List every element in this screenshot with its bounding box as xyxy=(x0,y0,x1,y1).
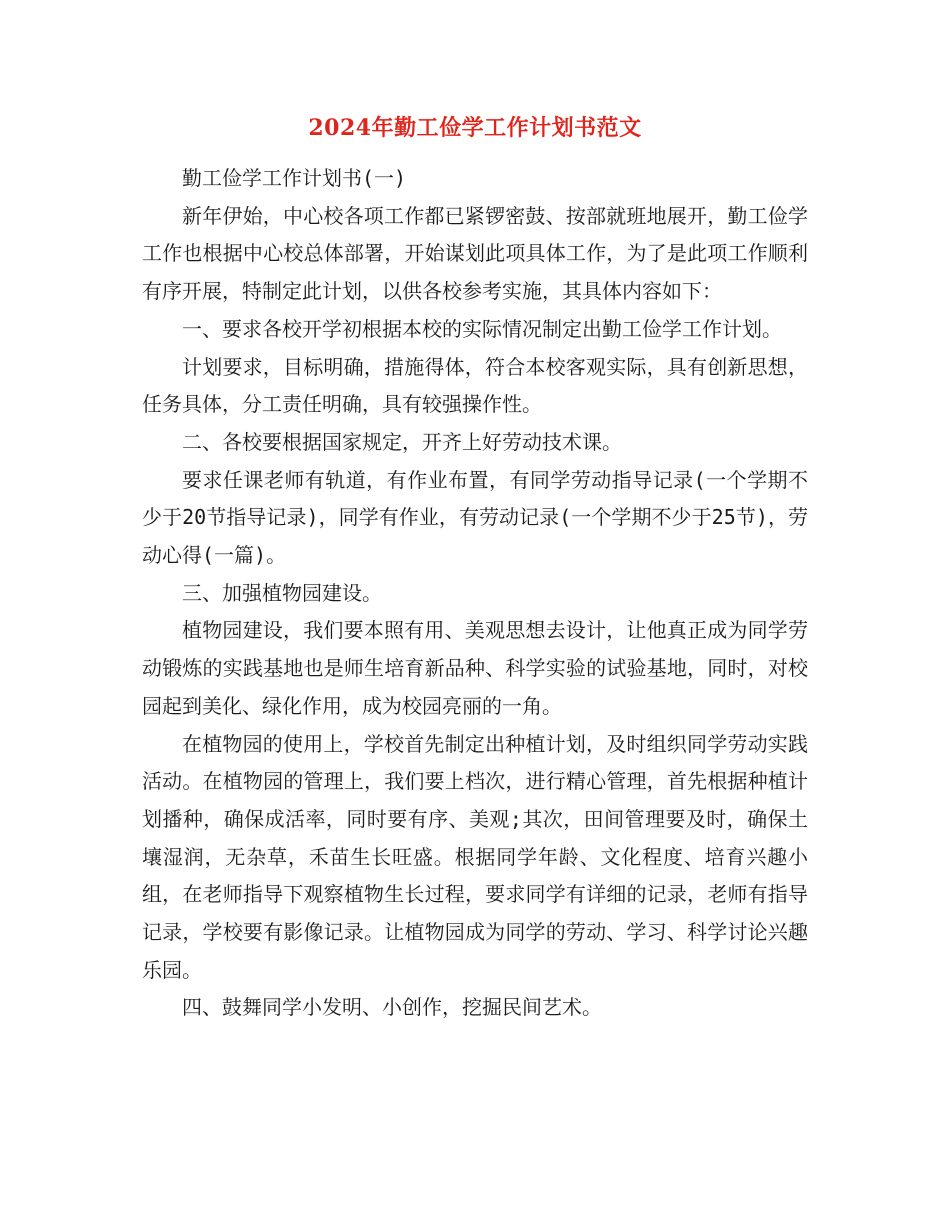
paragraph-garden-construction: 植物园建设，我们要本照有用、美观思想去设计，让他真正成为同学劳动锻炼的实践基地也是师生培育新品种、科学实验的试验基地，同时，对校园起到美化、绿化作用，成为校园亮丽的一角。 xyxy=(142,618,808,718)
paragraph-section-4: 四、鼓舞同学小发明、小创作，挖掘民间艺术。 xyxy=(182,995,602,1020)
paragraph-intro: 新年伊始，中心校各项工作都已紧锣密鼓、按部就班地展开，勤工俭学工作也根据中心校总体部署，开始谋划此项具体工作，为了是此项工作顺利有序开展，特制定此计划，以供各校参考实施，其具体内容如下： xyxy=(142,203,808,304)
document-body xyxy=(142,160,808,1027)
paragraph-section-2: 二、各校要根据国家规定，开齐上好劳动技术课。 xyxy=(182,429,622,454)
paragraph-section-3: 三、加强植物园建设。 xyxy=(182,580,382,605)
paragraph-teacher-requirements: 要求任课老师有轨道，有作业布置，有同学劳动指导记录(一个学期不少于20节指导记录)，同学有作业，有劳动记录(一个学期不少于25节)，劳动心得(一篇)。 xyxy=(142,467,808,568)
paragraph-plan-requirements: 计划要求，目标明确，措施得体，符合本校客观实际，具有创新思想，任务具体，分工责任明确，具有较强操作性。 xyxy=(142,354,808,417)
document-title: 2024年勤工俭学工作计划书范文 xyxy=(308,115,642,141)
paragraph-garden-management: 在植物园的使用上，学校首先制定出种植计划，及时组织同学劳动实践活动。在植物园的管理上，我们要上档次，进行精心管理，首先根据种植计划播种，确保成活率，同时要有序、美观;其次，田间管理要及时，确保土壤湿润，无杂草，禾苗生长旺盛。根据同学年龄、文化程度、培育兴趣小组，在老师指导下观察植物生长过程，要求同学有详细的记录，老师有指导记录，学校要有影像记录。让植物园成为同学的劳动、学习、科学讨论兴趣乐园。 xyxy=(142,731,808,982)
paragraph-section-1: 一、要求各校开学初根据本校的实际情况制定出勤工俭学工作计划。 xyxy=(182,316,782,341)
paragraph-subtitle: 勤工俭学工作计划书(一) xyxy=(182,166,407,190)
